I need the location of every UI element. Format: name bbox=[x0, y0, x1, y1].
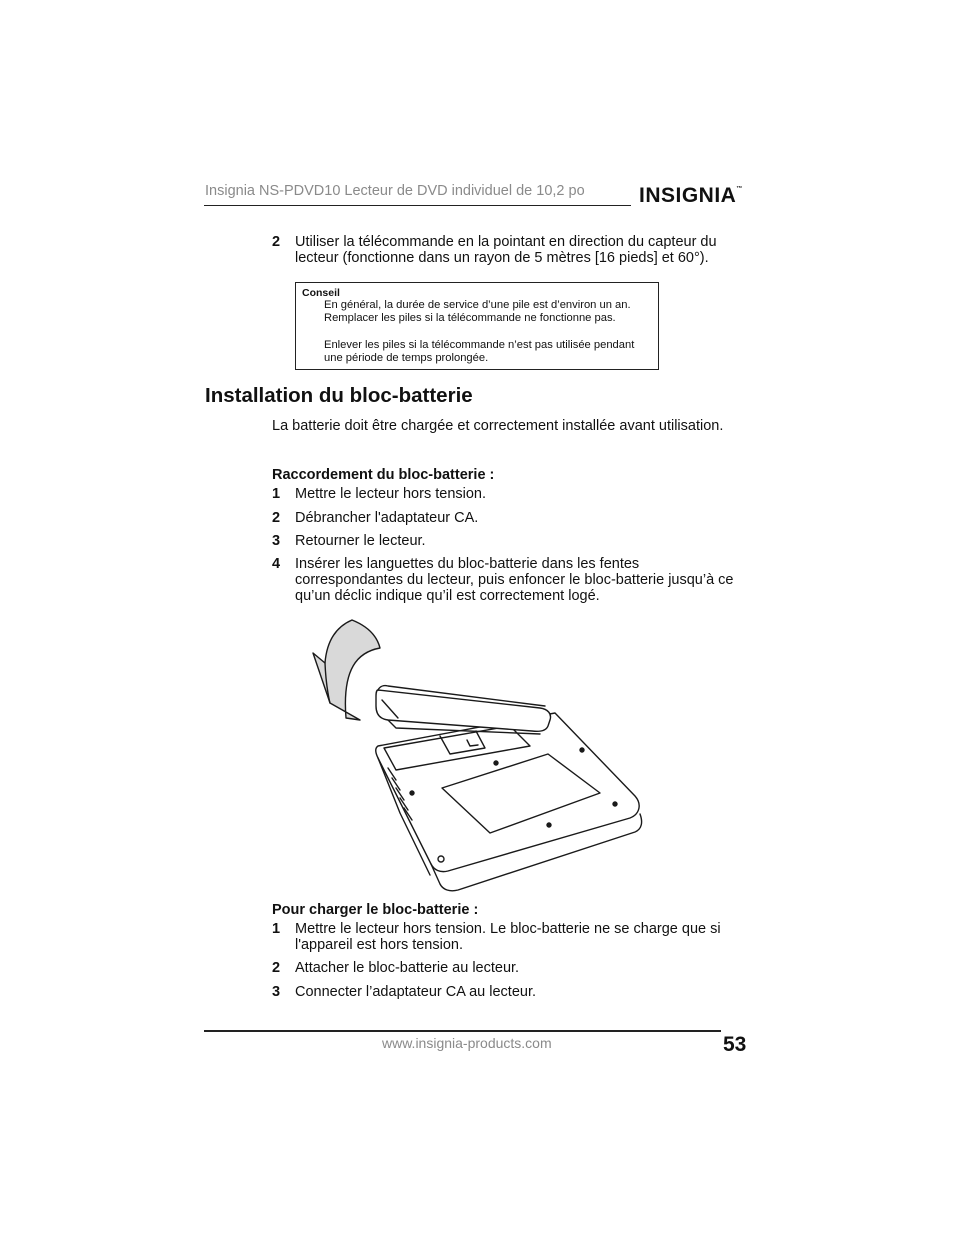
step-text: Mettre le lecteur hors tension. bbox=[295, 486, 487, 502]
trademark-mark: ™ bbox=[736, 186, 743, 192]
step-number: 2 bbox=[272, 510, 281, 526]
running-header-title: Insignia NS-PDVD10 Lecteur de DVD individuel de 10,2 po bbox=[205, 183, 585, 199]
tip-paragraph: Enlever les piles si la télécommande n’est pas utilisée pendant une période de temps prolongée. bbox=[324, 339, 635, 364]
step-number: 2 bbox=[272, 960, 281, 976]
step-text: Connecter l’adaptateur CA au lecteur. bbox=[295, 984, 537, 1000]
procedure-heading: Raccordement du bloc-batterie : bbox=[272, 467, 495, 483]
step-number: 3 bbox=[272, 984, 281, 1000]
step-text: Utiliser la télécommande en la pointant en direction du capteur du lecteur (fonctionne dans un rayon de 5 mètres [16 pieds] et 60°). bbox=[295, 234, 717, 266]
procedure-heading: Pour charger le bloc-batterie : bbox=[272, 902, 479, 918]
step-number: 1 bbox=[272, 486, 281, 502]
step-text: Mettre le lecteur hors tension. Le bloc-batterie ne se charge que si l'appareil est hors tension. bbox=[295, 921, 721, 953]
step-text: Débrancher l'adaptateur CA. bbox=[295, 510, 479, 526]
step-text: Insérer les languettes du bloc-batterie dans les fentes correspondantes du lecteur, puis enfoncer le bloc-batterie jusqu’à ce qu’un déclic indique qu’il est correctement logé. bbox=[295, 556, 734, 604]
rotation-arrow bbox=[313, 620, 380, 720]
step-number: 3 bbox=[272, 533, 281, 549]
page-number: 53 bbox=[723, 1033, 747, 1056]
section-heading: Installation du bloc-batterie bbox=[205, 384, 473, 407]
insignia-logo bbox=[639, 184, 743, 208]
footer-rule bbox=[204, 1030, 721, 1032]
footer-url: www.insignia-products.com bbox=[382, 1035, 552, 1051]
step-number: 1 bbox=[272, 921, 281, 937]
section-intro: La batterie doit être chargée et correctement installée avant utilisation. bbox=[272, 418, 724, 434]
brand-name: INSIGNIA bbox=[639, 184, 737, 207]
tip-box bbox=[295, 282, 659, 370]
tip-label: Conseil bbox=[302, 287, 340, 299]
step-number: 4 bbox=[272, 556, 281, 572]
battery-installation-illustration bbox=[300, 608, 645, 893]
tip-paragraph: En général, la durée de service d’une pile est d’environ un an. Remplacer les piles si la télécommande ne fonctionne pas. bbox=[324, 299, 631, 324]
step-number: 2 bbox=[272, 234, 281, 250]
header-rule bbox=[204, 205, 631, 206]
step-text: Retourner le lecteur. bbox=[295, 533, 426, 549]
step-text: Attacher le bloc-batterie au lecteur. bbox=[295, 960, 520, 976]
